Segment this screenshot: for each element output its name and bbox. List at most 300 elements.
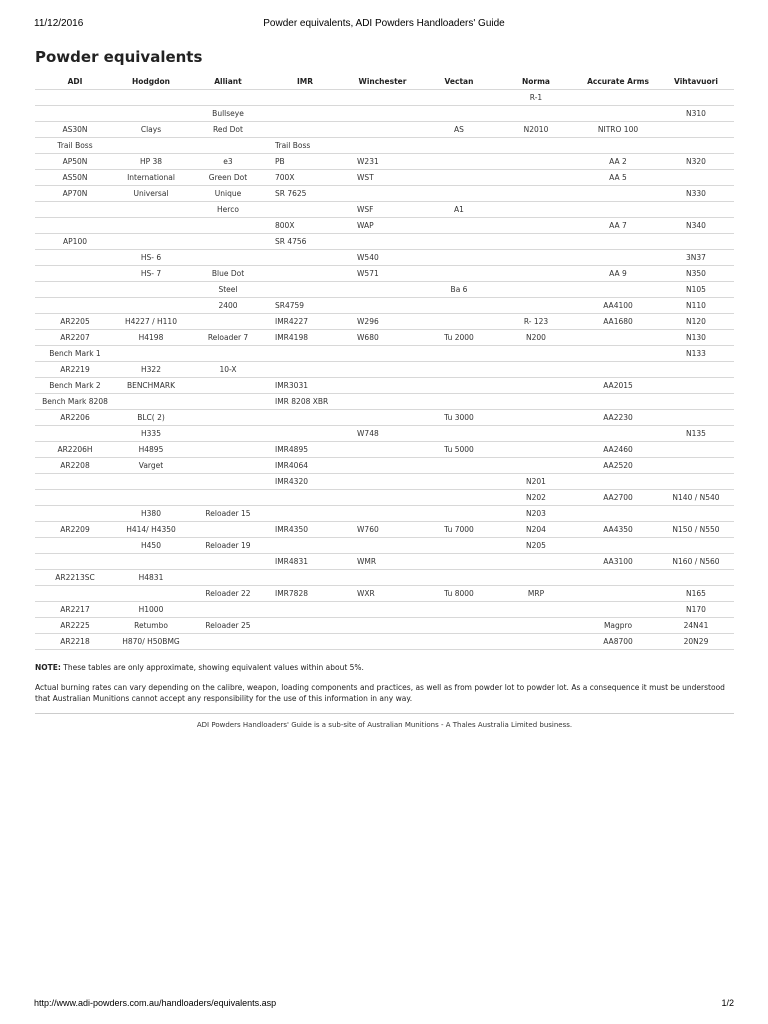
table-cell: AA 9 [578, 266, 658, 282]
table-cell [35, 202, 115, 218]
table-cell: AA 7 [578, 218, 658, 234]
table-cell [341, 186, 424, 202]
table-cell [35, 298, 115, 314]
table-cell: WST [341, 170, 424, 186]
table-cell [341, 394, 424, 410]
table-cell: AA4350 [578, 522, 658, 538]
table-cell: H4831 [115, 570, 187, 586]
table-cell: AR2213SC [35, 570, 115, 586]
table-cell [115, 586, 187, 602]
table-cell [658, 458, 734, 474]
table-cell: Bench Mark 8208 [35, 394, 115, 410]
table-cell: IMR4198 [269, 330, 341, 346]
table-cell [115, 138, 187, 154]
table-cell [341, 618, 424, 634]
table-cell: AS [424, 122, 494, 138]
table-cell [424, 154, 494, 170]
table-cell [269, 346, 341, 362]
table-cell [494, 570, 578, 586]
table-cell [269, 282, 341, 298]
note-text: These tables are only approximate, showing equivalent values within about 5%. [60, 663, 364, 672]
table-cell: N140 / N540 [658, 490, 734, 506]
table-cell [578, 586, 658, 602]
table-cell [115, 234, 187, 250]
table-row [35, 90, 734, 106]
table-cell [578, 202, 658, 218]
table-cell: Tu 3000 [424, 410, 494, 426]
table-cell [341, 506, 424, 522]
table-cell: Steel [187, 282, 269, 298]
table-cell [269, 618, 341, 634]
table-cell [341, 122, 424, 138]
table-cell [187, 346, 269, 362]
table-cell [658, 394, 734, 410]
table-cell: IMR4350 [269, 522, 341, 538]
table-cell [187, 90, 269, 106]
table-cell: AP70N [35, 186, 115, 202]
table-cell [187, 394, 269, 410]
table-row [35, 298, 734, 314]
table-cell: AA 5 [578, 170, 658, 186]
table-cell: Tu 5000 [424, 442, 494, 458]
table-cell: AA4100 [578, 298, 658, 314]
table-cell [187, 378, 269, 394]
table-cell: N204 [494, 522, 578, 538]
table-cell [578, 570, 658, 586]
table-cell [269, 122, 341, 138]
table-cell [35, 554, 115, 570]
table-cell [658, 538, 734, 554]
table-cell [494, 202, 578, 218]
column-header: Norma [521, 77, 550, 86]
table-row [35, 106, 734, 122]
table-cell: H4198 [115, 330, 187, 346]
table-cell [578, 138, 658, 154]
table-cell [187, 218, 269, 234]
table-cell: AR2218 [35, 634, 115, 650]
table-cell: Clays [115, 122, 187, 138]
table-cell: 20N29 [658, 634, 734, 650]
table-cell [494, 282, 578, 298]
table-cell: N2010 [494, 122, 578, 138]
table-cell: N105 [658, 282, 734, 298]
table-row [35, 458, 734, 474]
table-cell: H450 [115, 538, 187, 554]
table-cell [494, 602, 578, 618]
table-cell: R- 123 [494, 314, 578, 330]
table-row [35, 154, 734, 170]
table-cell [658, 138, 734, 154]
table-row [35, 442, 734, 458]
table-cell [424, 570, 494, 586]
table-cell: H414/ H4350 [115, 522, 187, 538]
table-cell [341, 474, 424, 490]
table-cell: HP 38 [115, 154, 187, 170]
table-cell [187, 570, 269, 586]
table-cell [341, 410, 424, 426]
table-cell [424, 266, 494, 282]
table-cell [269, 410, 341, 426]
table-cell: N320 [658, 154, 734, 170]
table-cell: Reloader 7 [187, 330, 269, 346]
disclaimer: Actual burning rates can vary depending on the calibre, weapon, loading components and practices, as well as from powder lot to powder lot. As a consequence it must be understood that Australian Munitions cannot accept any responsibility for the use of this information in any way. [35, 683, 725, 703]
table-cell [494, 394, 578, 410]
table-cell: AR2206H [35, 442, 115, 458]
table-cell [424, 138, 494, 154]
table-cell: IMR4227 [269, 314, 341, 330]
table-cell: PB [269, 154, 341, 170]
table-cell: H870/ H50BMG [115, 634, 187, 650]
table-cell [341, 346, 424, 362]
table-cell: N202 [494, 490, 578, 506]
table-cell [269, 106, 341, 122]
table-cell: AA2230 [578, 410, 658, 426]
table-cell [187, 426, 269, 442]
table-row [35, 122, 734, 138]
table-cell [578, 106, 658, 122]
column-header: Accurate Arms [587, 77, 649, 86]
table-cell [341, 490, 424, 506]
table-cell: Universal [115, 186, 187, 202]
table-cell: Trail Boss [269, 138, 341, 154]
table-cell: 2400 [187, 298, 269, 314]
table-cell [35, 474, 115, 490]
table-cell [35, 266, 115, 282]
table-cell [424, 106, 494, 122]
table-row [35, 186, 734, 202]
table-cell [658, 506, 734, 522]
table-cell: W748 [341, 426, 424, 442]
table-cell: WAP [341, 218, 424, 234]
table-cell: AS50N [35, 170, 115, 186]
table-cell: Bench Mark 2 [35, 378, 115, 394]
table-cell [341, 282, 424, 298]
table-row [35, 602, 734, 618]
table-cell [658, 362, 734, 378]
table-cell: Reloader 25 [187, 618, 269, 634]
table-cell: Red Dot [187, 122, 269, 138]
column-header: Hodgdon [131, 77, 171, 86]
table-cell [187, 138, 269, 154]
table-cell: AR2208 [35, 458, 115, 474]
table-cell [35, 490, 115, 506]
table-cell [658, 442, 734, 458]
table-cell: AR2225 [35, 618, 115, 634]
table-cell: N165 [658, 586, 734, 602]
page-number: 1/2 [721, 998, 734, 1008]
table-cell [187, 474, 269, 490]
table-cell [494, 234, 578, 250]
table-cell [494, 554, 578, 570]
table-row [35, 282, 734, 298]
table-cell: Trail Boss [35, 138, 115, 154]
table-row [35, 202, 734, 218]
table-body [35, 90, 734, 650]
table-cell: N201 [494, 474, 578, 490]
table-cell [424, 170, 494, 186]
table-cell: IMR 8208 XBR [269, 394, 341, 410]
table-cell [494, 106, 578, 122]
table-cell [269, 602, 341, 618]
table-cell: N200 [494, 330, 578, 346]
table-cell [578, 474, 658, 490]
table-cell [578, 346, 658, 362]
table-cell [494, 410, 578, 426]
table-row [35, 474, 734, 490]
table-cell: N340 [658, 218, 734, 234]
table-cell [187, 442, 269, 458]
table-cell [115, 298, 187, 314]
table-cell [494, 138, 578, 154]
table-cell [494, 618, 578, 634]
table-cell: W296 [341, 314, 424, 330]
table-cell [494, 298, 578, 314]
page-content [35, 46, 734, 729]
table-cell [115, 474, 187, 490]
site-footer-line: ADI Powders Handloaders' Guide is a sub-site of Australian Munitions - A Thales Australia Limited business. [196, 721, 573, 729]
table-row [35, 490, 734, 506]
table-cell: WXR [341, 586, 424, 602]
table-cell [424, 378, 494, 394]
table-cell: H1000 [115, 602, 187, 618]
table-cell: AA3100 [578, 554, 658, 570]
table-cell: H4895 [115, 442, 187, 458]
table-cell [494, 458, 578, 474]
table-row [35, 394, 734, 410]
table-cell [269, 634, 341, 650]
table-cell: N203 [494, 506, 578, 522]
table-cell: N133 [658, 346, 734, 362]
table-cell [341, 538, 424, 554]
table-row [35, 346, 734, 362]
table-row [35, 362, 734, 378]
table-cell [115, 282, 187, 298]
table-cell: IMR3031 [269, 378, 341, 394]
table-cell [35, 586, 115, 602]
table-cell [424, 218, 494, 234]
table-cell [35, 426, 115, 442]
table-cell [424, 186, 494, 202]
table-cell [269, 202, 341, 218]
table-cell: AS30N [35, 122, 115, 138]
print-url: http://www.adi-powders.com.au/handloaders/equivalents.asp [34, 998, 277, 1008]
table-cell: e3 [187, 154, 269, 170]
table-cell [341, 298, 424, 314]
print-page-title: Powder equivalents, ADI Powders Handloaders' Guide [263, 18, 505, 29]
table-cell [578, 426, 658, 442]
table-cell: AR2217 [35, 602, 115, 618]
table-row [35, 538, 734, 554]
table-cell [578, 234, 658, 250]
table-cell [341, 90, 424, 106]
table-cell [424, 426, 494, 442]
table-cell [187, 458, 269, 474]
table-cell [424, 234, 494, 250]
table-cell: AR2219 [35, 362, 115, 378]
table-cell [658, 570, 734, 586]
table-cell: Tu 7000 [424, 522, 494, 538]
table-cell [35, 90, 115, 106]
note [35, 662, 734, 673]
table-row [35, 410, 734, 426]
table-cell: H4227 / H110 [115, 314, 187, 330]
table-cell [578, 394, 658, 410]
table-cell: AP50N [35, 154, 115, 170]
table-cell: Bullseye [187, 106, 269, 122]
table-cell: AA 2 [578, 154, 658, 170]
page-title: Powder equivalents [35, 48, 203, 66]
table-cell: 700X [269, 170, 341, 186]
table-cell: W540 [341, 250, 424, 266]
table-cell: 3N37 [658, 250, 734, 266]
table-cell: N120 [658, 314, 734, 330]
table-cell [341, 234, 424, 250]
table-cell [494, 266, 578, 282]
table-cell: AR2209 [35, 522, 115, 538]
table-cell [424, 506, 494, 522]
table-cell [578, 330, 658, 346]
table-cell [424, 618, 494, 634]
table-cell [35, 250, 115, 266]
table-cell: N150 / N550 [658, 522, 734, 538]
table-cell [494, 250, 578, 266]
table-cell [115, 202, 187, 218]
table-cell [115, 90, 187, 106]
table-cell: 24N41 [658, 618, 734, 634]
column-header: Vectan [444, 77, 474, 86]
table-cell [341, 362, 424, 378]
table-row [35, 506, 734, 522]
table-cell: HS- 6 [115, 250, 187, 266]
table-cell [494, 378, 578, 394]
column-header: Alliant [214, 77, 242, 86]
table-cell: AR2207 [35, 330, 115, 346]
note-label: NOTE: [35, 663, 61, 672]
print-footer [34, 998, 734, 1010]
table-row [35, 426, 734, 442]
print-date: 11/12/2016 [34, 18, 84, 29]
table-cell: N135 [658, 426, 734, 442]
table-cell: H335 [115, 426, 187, 442]
table-cell: N130 [658, 330, 734, 346]
table-cell: SR4759 [269, 298, 341, 314]
table-cell: AA2700 [578, 490, 658, 506]
table-cell [658, 410, 734, 426]
table-cell [115, 346, 187, 362]
table-cell [658, 170, 734, 186]
table-cell [578, 362, 658, 378]
table-cell [494, 346, 578, 362]
table-row [35, 378, 734, 394]
table-cell [424, 458, 494, 474]
table-cell [269, 362, 341, 378]
table-row [35, 586, 734, 602]
table-cell [187, 250, 269, 266]
table-row [35, 618, 734, 634]
table-cell [35, 218, 115, 234]
table-cell: AA2460 [578, 442, 658, 458]
table-cell [658, 202, 734, 218]
table-cell [187, 234, 269, 250]
table-cell [269, 490, 341, 506]
table-cell [187, 314, 269, 330]
table-row [35, 522, 734, 538]
table-cell: WSF [341, 202, 424, 218]
table-cell: N170 [658, 602, 734, 618]
table-cell: AA2015 [578, 378, 658, 394]
table-cell [269, 426, 341, 442]
table-cell [578, 282, 658, 298]
table-cell: SR 7625 [269, 186, 341, 202]
table-cell: N205 [494, 538, 578, 554]
table-cell [269, 266, 341, 282]
table-cell [187, 554, 269, 570]
table-cell: Varget [115, 458, 187, 474]
table-cell [424, 490, 494, 506]
table-row [35, 170, 734, 186]
table-cell [424, 314, 494, 330]
table-cell: AR2205 [35, 314, 115, 330]
table-row [35, 266, 734, 282]
table-cell [424, 394, 494, 410]
table-cell [424, 538, 494, 554]
table-row [35, 570, 734, 586]
table-cell [578, 602, 658, 618]
table-cell: HS- 7 [115, 266, 187, 282]
column-header: Winchester [358, 77, 407, 86]
table-header-row [35, 74, 734, 90]
table-cell [115, 218, 187, 234]
table-cell [115, 394, 187, 410]
table-cell [658, 90, 734, 106]
table-cell [187, 602, 269, 618]
table-row [35, 554, 734, 570]
table-cell [341, 458, 424, 474]
table-cell [269, 506, 341, 522]
table-cell [494, 218, 578, 234]
table-cell: 800X [269, 218, 341, 234]
table-cell [269, 538, 341, 554]
table-cell [35, 282, 115, 298]
table-cell: W231 [341, 154, 424, 170]
table-cell [578, 506, 658, 522]
table-cell [494, 154, 578, 170]
table-cell [494, 634, 578, 650]
table-cell: AP100 [35, 234, 115, 250]
table-cell: R-1 [494, 90, 578, 106]
table-cell [658, 122, 734, 138]
table-row [35, 138, 734, 154]
table-cell: AA8700 [578, 634, 658, 650]
table-cell [424, 250, 494, 266]
table-cell [187, 490, 269, 506]
table-cell: IMR7828 [269, 586, 341, 602]
table-cell [494, 442, 578, 458]
table-cell [115, 106, 187, 122]
table-cell: Bench Mark 1 [35, 346, 115, 362]
table-cell [578, 250, 658, 266]
table-cell: Blue Dot [187, 266, 269, 282]
table-cell: A1 [424, 202, 494, 218]
table-cell [424, 362, 494, 378]
table-cell: MRP [494, 586, 578, 602]
table-cell [341, 602, 424, 618]
table-row [35, 634, 734, 650]
table-cell [187, 522, 269, 538]
powder-equivalents-table [35, 74, 734, 650]
table-cell [115, 490, 187, 506]
table-cell [269, 250, 341, 266]
